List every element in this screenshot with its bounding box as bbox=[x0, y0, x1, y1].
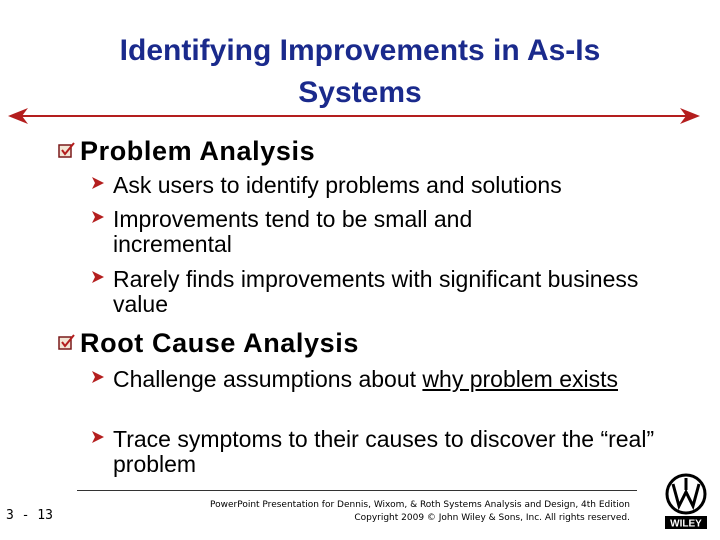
underlined-phrase: why problem exists bbox=[422, 366, 618, 392]
bullet-item: Ask users to identify problems and solutions bbox=[90, 173, 665, 198]
credit-line-2: Copyright 2009 © John Wiley & Sons, Inc. All rights reserved. bbox=[354, 513, 630, 523]
checkbox-bullet-icon bbox=[58, 333, 76, 351]
svg-text:WILEY: WILEY bbox=[670, 518, 702, 530]
arrow-bullet-icon bbox=[90, 210, 106, 224]
arrow-bullet-icon bbox=[90, 430, 106, 444]
bullet-item: Rarely finds improvements with significant business value bbox=[90, 267, 665, 317]
footer-credit bbox=[160, 499, 630, 525]
checkbox-bullet-icon bbox=[58, 141, 76, 159]
arrow-bullet-icon bbox=[90, 370, 106, 384]
slide-title-line-2: Systems bbox=[298, 76, 422, 109]
slide-number: 3 - 13 bbox=[6, 508, 53, 523]
bullet-item: Improvements tend to be small and incremental bbox=[90, 207, 665, 257]
wiley-logo-icon bbox=[659, 472, 713, 532]
slide-title-line-1: Identifying Improvements in As-Is bbox=[119, 34, 601, 67]
slide-title bbox=[40, 30, 680, 114]
title-divider-arrow bbox=[8, 103, 700, 129]
bullet-item: Challenge assumptions about why problem exists bbox=[90, 367, 665, 392]
footer-rule bbox=[77, 490, 637, 491]
bullet-item: Trace symptoms to their causes to discover the “real” problem bbox=[90, 427, 665, 477]
arrow-bullet-icon bbox=[90, 270, 106, 284]
arrow-bullet-icon bbox=[90, 176, 106, 190]
credit-line-1: PowerPoint Presentation for Dennis, Wixom, & Roth Systems Analysis and Design, 4th Edition bbox=[210, 500, 630, 510]
